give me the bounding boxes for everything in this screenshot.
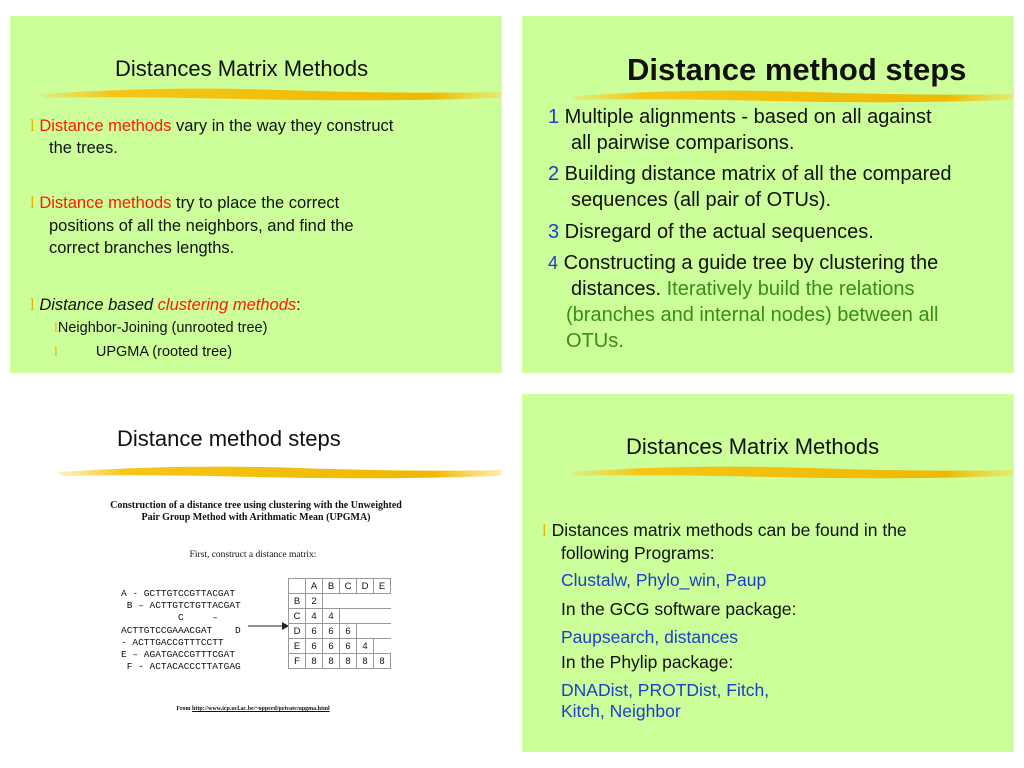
- matrix-cell: 8: [340, 654, 357, 669]
- step-2: [548, 161, 952, 187]
- matrix-row: [289, 624, 391, 639]
- bullet-2-line2: positions of all the neighbors, and find the: [49, 217, 354, 235]
- step-4-line3: (branches and internal nodes) between all: [566, 304, 939, 326]
- matrix-cell: [374, 624, 391, 639]
- step-4-line4: OTUs.: [566, 330, 624, 352]
- bullet-intro-line2: following Programs:: [561, 543, 715, 563]
- source-credit: [10, 706, 496, 712]
- bullet-text: try to place the correct: [171, 194, 340, 212]
- programs-phylip-2: Kitch, Neighbor: [561, 701, 681, 721]
- highlight-text: Distance methods: [39, 117, 172, 135]
- matrix-cell: [357, 609, 374, 624]
- title-underline-swoosh: [58, 462, 502, 480]
- bullet-3: [30, 294, 301, 316]
- matrix-cell: C: [289, 609, 306, 624]
- sub-bullet-2: [54, 344, 232, 361]
- step-1-line2: all pairwise comparisons.: [571, 132, 795, 154]
- matrix-row: [289, 594, 391, 609]
- green-text: Iteratively build the relations: [661, 278, 915, 300]
- title-underline-swoosh: [40, 84, 502, 102]
- matrix-cell: 2: [306, 594, 323, 609]
- bullet-2: [30, 192, 339, 214]
- slide-distance-matrix-programs: [522, 394, 1014, 752]
- step-number: 1: [548, 106, 560, 128]
- colon: :: [296, 296, 301, 314]
- highlight-text: clustering methods: [157, 296, 297, 314]
- bullet-marker: l: [30, 116, 35, 135]
- bullet-marker: l: [30, 193, 35, 212]
- source-link[interactable]: http://www.icp.ucl.ac.be/~opperd/private/upgma.html: [192, 706, 330, 712]
- matrix-cell: F: [289, 654, 306, 669]
- title-underline-swoosh: [570, 462, 1014, 480]
- step-text: Building distance matrix of all the compared: [559, 163, 952, 185]
- figure-subcaption: First, construct a distance matrix:: [189, 550, 317, 560]
- slide-title: Distance method steps: [627, 52, 967, 87]
- step-text: distances.: [571, 278, 662, 300]
- step-text: Multiple alignments - based on all against: [559, 106, 932, 128]
- matrix-cell: [374, 639, 391, 654]
- matrix-cell: 8: [323, 654, 340, 669]
- matrix-cell: C: [340, 579, 357, 594]
- sequence-list: A - GCTTGTCCGTTACGAT B – ACTTGTCTGTTACGAT C – ACTTGTCCGAAACGAT D - ACTTGACCGTTTCCTT E – AGATGACCGTTTCGAT F - ACTACACCCTTATGAG: [121, 588, 241, 673]
- matrix-cell: 4: [306, 609, 323, 624]
- step-4-line2: [571, 276, 915, 302]
- figure-caption: [10, 500, 502, 524]
- caption-line: Pair Group Method with Arithmatic Mean (UPGMA): [141, 512, 371, 523]
- matrix-cell: 6: [340, 639, 357, 654]
- bullet-marker: l: [542, 521, 547, 540]
- matrix-cell: [374, 594, 391, 609]
- phylip-heading: In the Phylip package:: [561, 652, 734, 672]
- step-3: [548, 219, 874, 245]
- bullet-marker: l: [30, 295, 35, 314]
- step-number: 4: [548, 253, 559, 273]
- matrix-cell: [340, 594, 357, 609]
- matrix-cell: [357, 624, 374, 639]
- sub-bullet-1: [54, 320, 267, 337]
- highlight-text: Distance methods: [39, 194, 172, 212]
- gcg-heading: In the GCG software package:: [561, 599, 797, 619]
- matrix-cell: 4: [357, 639, 374, 654]
- matrix-cell: [340, 609, 357, 624]
- slide-title: Distances Matrix Methods: [626, 434, 880, 459]
- matrix-cell: 6: [323, 639, 340, 654]
- bullet-2-line3: correct branches lengths.: [49, 239, 235, 257]
- matrix-cell: B: [323, 579, 340, 594]
- source-prefix: From: [176, 706, 193, 712]
- matrix-cell: [357, 594, 374, 609]
- step-1: [548, 104, 932, 130]
- matrix-cell: A: [306, 579, 323, 594]
- italic-text: Distance based: [39, 296, 158, 314]
- step-text: Constructing a guide tree by clustering the: [558, 252, 939, 274]
- matrix-cell: D: [357, 579, 374, 594]
- matrix-cell: 8: [374, 654, 391, 669]
- programs-phylip-1: DNADist, PROTDist, Fitch,: [561, 680, 770, 700]
- distance-matrix-table: [288, 578, 391, 669]
- arrow-icon: [248, 620, 290, 632]
- matrix-cell: E: [374, 579, 391, 594]
- programs-gcg: Paupsearch, distances: [561, 627, 739, 647]
- step-2-line2: sequences (all pair of OTUs).: [571, 189, 832, 211]
- matrix-row: [289, 609, 391, 624]
- step-text: Disregard of the actual sequences.: [559, 221, 874, 243]
- matrix-cell: 6: [323, 624, 340, 639]
- matrix-cell: [323, 594, 340, 609]
- slide-title: Distance method steps: [117, 426, 341, 451]
- matrix-cell: 8: [306, 654, 323, 669]
- step-4: [548, 250, 938, 276]
- sub-bullet-text: UPGMA (rooted tree): [95, 344, 233, 360]
- programs-general: Clustalw, Phylo_win, Paup: [561, 570, 767, 590]
- matrix-cell: 6: [306, 639, 323, 654]
- matrix-row: [289, 654, 391, 669]
- matrix-cell: 6: [306, 624, 323, 639]
- bullet-text: vary in the way they construct: [171, 117, 394, 135]
- matrix-cell: 4: [323, 609, 340, 624]
- bullet-text: Distances matrix methods can be found in the: [551, 520, 907, 540]
- slide-distances-matrix-methods: [10, 16, 502, 373]
- bullet-intro: [542, 519, 907, 542]
- sub-bullet-text: Neighbor-Joining (unrooted tree): [57, 320, 268, 336]
- matrix-cell: B: [289, 594, 306, 609]
- bullet-1: [30, 115, 393, 137]
- bullet-marker: l: [54, 345, 58, 360]
- slide-title: Distances Matrix Methods: [115, 56, 369, 81]
- slide-upgma-distance-matrix: [10, 394, 502, 752]
- matrix-cell: 8: [357, 654, 374, 669]
- matrix-cell: [374, 609, 391, 624]
- caption-line: Construction of a distance tree using clustering with the Unweighted: [110, 500, 402, 511]
- matrix-cell: D: [289, 624, 306, 639]
- matrix-cell: E: [289, 639, 306, 654]
- title-underline-swoosh: [572, 86, 1014, 104]
- slide-distance-method-steps: [522, 16, 1014, 373]
- step-number: 3: [548, 221, 560, 243]
- matrix-header-row: [289, 579, 391, 594]
- bullet-1-line2: the trees.: [49, 139, 118, 157]
- bullet-marker: l: [54, 321, 58, 336]
- step-number: 2: [548, 163, 560, 185]
- matrix-cell: 6: [340, 624, 357, 639]
- matrix-cell: [289, 579, 306, 594]
- matrix-row: [289, 639, 391, 654]
